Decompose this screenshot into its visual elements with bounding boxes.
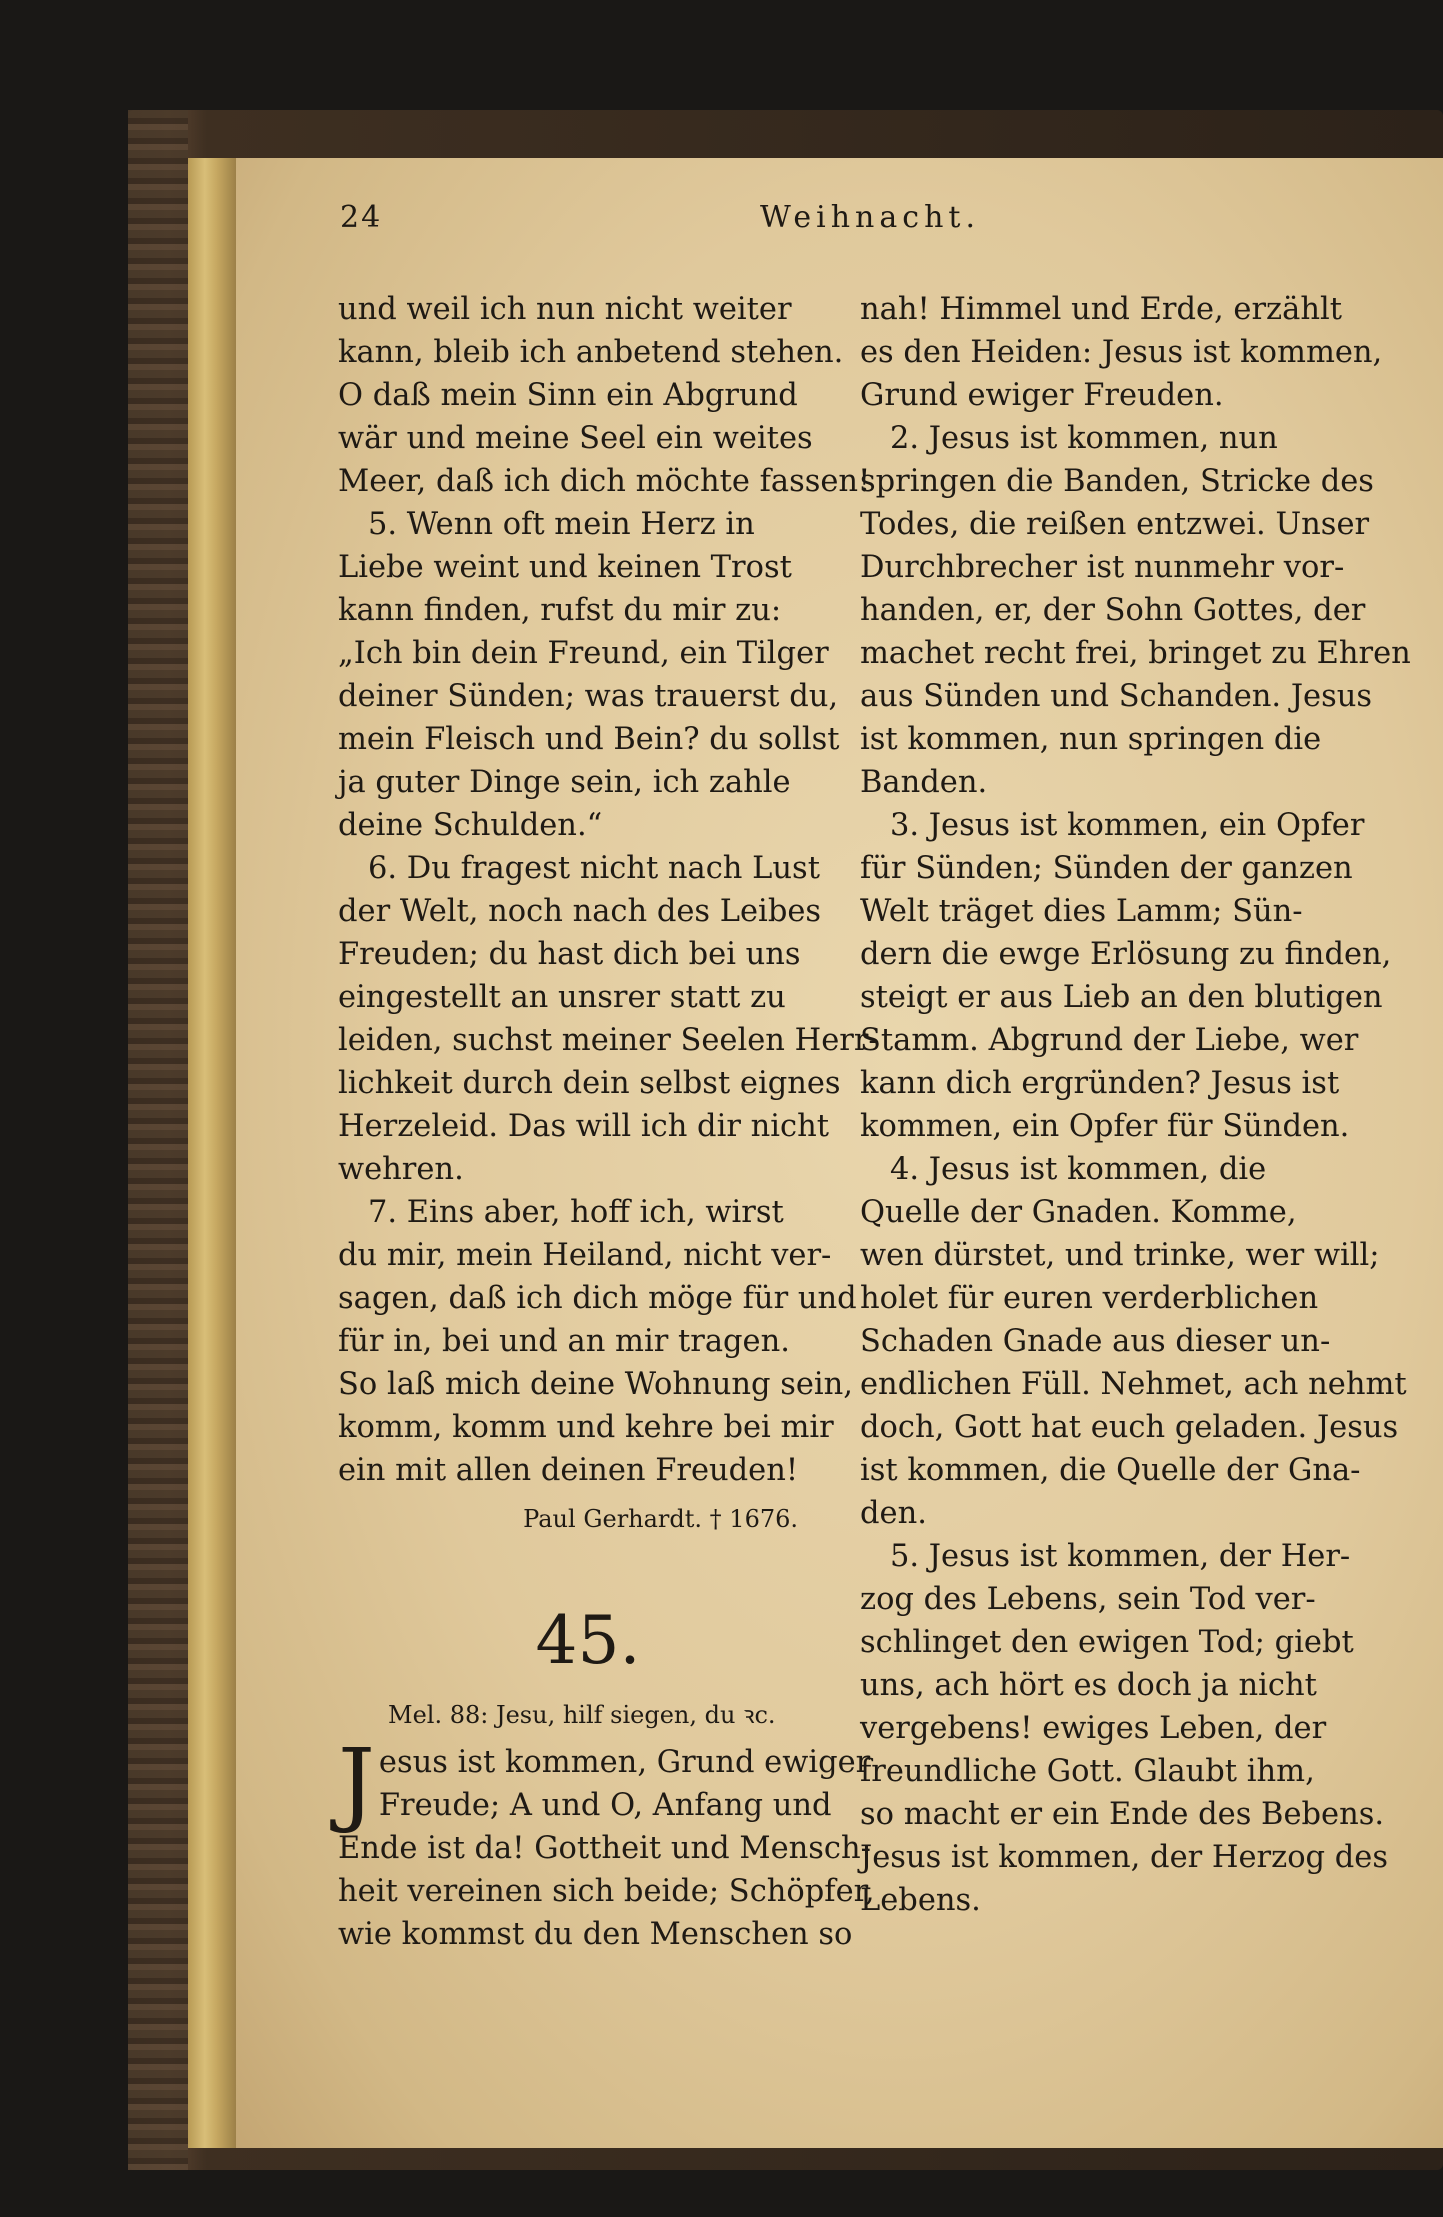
- text-line: zog des Lebens, sein Tod ver-: [860, 1582, 1316, 1617]
- text-line: doch, Gott hat euch geladen. Jesus: [860, 1410, 1399, 1445]
- text-line: mein Fleisch und Bein? du sollst: [338, 722, 840, 757]
- text-line: Lebens.: [860, 1883, 981, 1918]
- text-line: Banden.: [860, 765, 988, 800]
- text-line: leiden, suchst meiner Seelen Herr-: [338, 1023, 879, 1058]
- book-spine-edge: [128, 110, 188, 2170]
- text-line: Ende ist da! Gottheit und Mensch-: [338, 1831, 871, 1866]
- hymn-author: Paul Gerhardt. † 1676.: [523, 1505, 798, 1533]
- right-column: [860, 288, 1411, 1922]
- text-line: für Sünden; Sünden der ganzen: [860, 851, 1353, 886]
- text-line: deine Schulden.“: [338, 808, 603, 843]
- text-line: wehren.: [338, 1152, 464, 1187]
- text-line: Stamm. Abgrund der Liebe, wer: [860, 1023, 1359, 1058]
- text-line: Liebe weint und keinen Trost: [338, 550, 792, 585]
- text-line: dern die ewge Erlösung zu finden,: [860, 937, 1392, 972]
- text-line: es den Heiden: Jesus ist kommen,: [860, 335, 1383, 370]
- drop-cap: J: [338, 1729, 375, 1836]
- text-line: kann, bleib ich anbetend stehen.: [338, 335, 844, 370]
- text-line: und weil ich nun nicht weiter: [338, 292, 792, 327]
- text-line: steigt er aus Lieb an den blutigen: [860, 980, 1383, 1015]
- text-line: für in, bei und an mir tragen.: [338, 1324, 790, 1359]
- text-line: lichkeit durch dein selbst eignes: [338, 1066, 841, 1101]
- verse-start-line: 5. Jesus ist kommen, der Her-: [890, 1539, 1351, 1574]
- text-line: O daß mein Sinn ein Abgrund: [338, 378, 798, 413]
- text-line: du mir, mein Heiland, nicht ver-: [338, 1238, 832, 1273]
- text-line: Freuden; du hast dich bei uns: [338, 937, 801, 972]
- text-line: so macht er ein Ende des Bebens.: [860, 1797, 1385, 1832]
- text-line: freundliche Gott. Glaubt ihm,: [860, 1754, 1315, 1789]
- hymn-number: 45.: [535, 1602, 641, 1679]
- text-line: Grund ewiger Freuden.: [860, 378, 1224, 413]
- text-line: ja guter Dinge sein, ich zahle: [338, 765, 791, 800]
- verse-start-line: 3. Jesus ist kommen, ein Opfer: [890, 808, 1365, 843]
- text-line: nah! Himmel und Erde, erzählt: [860, 292, 1342, 327]
- text-line: den.: [860, 1496, 927, 1531]
- verse-start-line: 7. Eins aber, hoff ich, wirst: [368, 1195, 784, 1230]
- text-line: schlinget den ewigen Tod; giebt: [860, 1625, 1354, 1660]
- text-line: esus ist kommen, Grund ewiger: [378, 1745, 871, 1780]
- text-line: kann finden, rufst du mir zu:: [338, 593, 782, 628]
- verse-start-line: 5. Wenn oft mein Herz in: [368, 507, 755, 542]
- verse-start-line: 6. Du fragest nicht nach Lust: [368, 851, 820, 886]
- text-line: springen die Banden, Stricke des: [860, 464, 1374, 499]
- text-line: Herzeleid. Das will ich dir nicht: [338, 1109, 829, 1144]
- page-heading: Weihnacht.: [760, 200, 980, 235]
- hymn-first-verse: [338, 1729, 875, 1956]
- text-line: ist kommen, nun springen die: [860, 722, 1322, 757]
- running-head: [236, 200, 1443, 240]
- text-line: Durchbrecher ist nunmehr vor-: [860, 550, 1345, 585]
- text-line: der Welt, noch nach des Leibes: [338, 894, 822, 929]
- text-line: heit vereinen sich beide; Schöpfer,: [338, 1874, 875, 1909]
- text-line: kann dich ergründen? Jesus ist: [860, 1066, 1340, 1101]
- text-line: Welt träget dies Lamm; Sün-: [860, 894, 1303, 929]
- text-line: ein mit allen deinen Freuden!: [338, 1453, 799, 1488]
- page-number: 24: [340, 200, 383, 235]
- verse-start-line: 2. Jesus ist kommen, nun: [890, 421, 1278, 456]
- gilt-page-edges: [188, 158, 236, 2148]
- melody-reference: Mel. 88: Jesu, hilf siegen, du ꝛc.: [388, 1701, 776, 1729]
- text-line: endlichen Füll. Nehmet, ach nehmt: [860, 1367, 1407, 1402]
- text-line: wen dürstet, und trinke, wer will;: [860, 1238, 1380, 1273]
- text-line: Jesus ist kommen, der Herzog des: [860, 1840, 1389, 1875]
- text-line: ist kommen, die Quelle der Gna-: [860, 1453, 1361, 1488]
- text-line: deiner Sünden; was trauerst du,: [338, 679, 839, 714]
- text-line: eingestellt an unsrer statt zu: [338, 980, 786, 1015]
- text-line: uns, ach hört es doch ja nicht: [860, 1668, 1317, 1703]
- text-line: So laß mich deine Wohnung sein,: [338, 1367, 854, 1402]
- text-line: wie kommst du den Menschen so: [338, 1917, 853, 1952]
- left-column: [338, 288, 879, 1956]
- text-line: wär und meine Seel ein weites: [338, 421, 813, 456]
- text-line: Quelle der Gnaden. Komme,: [860, 1195, 1297, 1230]
- verse-start-line: 4. Jesus ist kommen, die: [890, 1152, 1267, 1187]
- text-line: Meer, daß ich dich möchte fassen!: [338, 464, 871, 499]
- text-line: Freude; A und O, Anfang und: [378, 1788, 832, 1823]
- text-line: sagen, daß ich dich möge für und: [338, 1281, 857, 1316]
- text-line: Todes, die reißen entzwei. Unser: [860, 507, 1370, 542]
- text-line: „Ich bin dein Freund, ein Tilger: [338, 636, 829, 671]
- book-page: [236, 158, 1443, 2148]
- text-line: holet für euren verderblichen: [860, 1281, 1319, 1316]
- text-line: machet recht frei, bringet zu Ehren: [860, 636, 1411, 671]
- text-line: Schaden Gnade aus dieser un-: [860, 1324, 1331, 1359]
- text-line: handen, er, der Sohn Gottes, der: [860, 593, 1366, 628]
- text-line: komm, komm und kehre bei mir: [338, 1410, 834, 1445]
- text-line: kommen, ein Opfer für Sünden.: [860, 1109, 1350, 1144]
- text-line: aus Sünden und Schanden. Jesus: [860, 679, 1373, 714]
- text-line: vergebens! ewiges Leben, der: [860, 1711, 1327, 1746]
